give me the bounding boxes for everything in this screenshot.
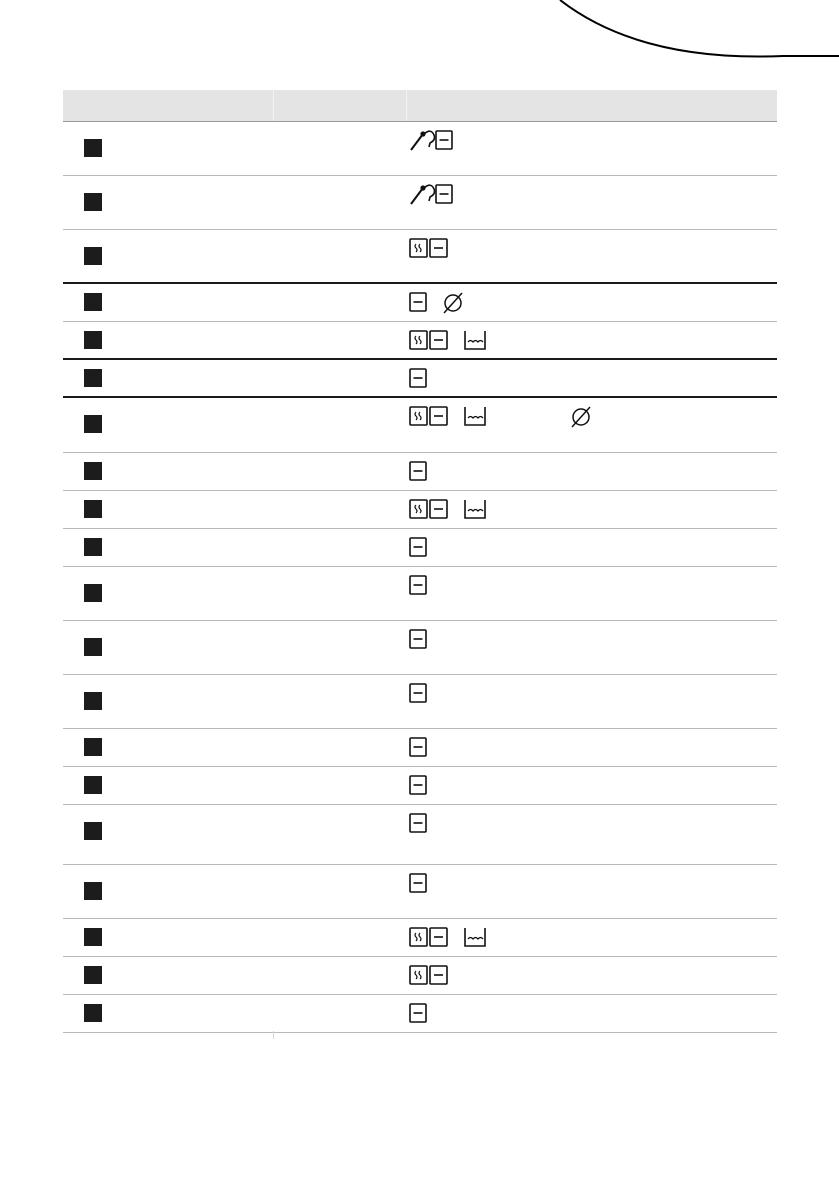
row-marker-square (84, 538, 102, 556)
row-marker-square (84, 692, 102, 710)
table-row (63, 529, 777, 567)
water-tank-icon (463, 499, 487, 519)
oven-icon (409, 737, 427, 757)
row-marker-square (84, 331, 102, 349)
table-row (63, 453, 777, 491)
oven-icon (435, 130, 453, 150)
steam-oven-icon (409, 406, 449, 426)
table-row (63, 398, 777, 453)
row-marker-square (84, 500, 102, 518)
row-marker-square (84, 822, 102, 840)
page-corner-arc (0, 0, 839, 80)
table-row (63, 322, 777, 360)
table-row (63, 122, 777, 176)
oven-icon (435, 184, 453, 204)
table-row (63, 675, 777, 729)
table-row (63, 957, 777, 995)
steam-oven-icon (409, 330, 449, 350)
row-marker-square (84, 776, 102, 794)
row-marker-square (84, 293, 102, 311)
table-body (63, 122, 777, 1033)
row-marker-square (84, 1004, 102, 1022)
oven-icon (409, 1003, 427, 1023)
row-marker-square (84, 247, 102, 265)
water-tank-icon (463, 406, 487, 426)
steam-oven-icon (409, 238, 449, 258)
water-tank-icon (463, 927, 487, 947)
empty-set-icon (569, 406, 593, 426)
row-marker-square (84, 369, 102, 387)
oven-icon (409, 629, 427, 649)
table-row (63, 491, 777, 529)
table-row (63, 621, 777, 675)
oven-icon (409, 575, 427, 595)
oven-icon (409, 292, 427, 312)
oven-icon (409, 775, 427, 795)
row-marker-square (84, 882, 102, 900)
table-row (63, 865, 777, 919)
table-row (63, 360, 777, 398)
row-marker-square (84, 966, 102, 984)
table-row (63, 729, 777, 767)
table-row (63, 567, 777, 621)
row-marker-square (84, 584, 102, 602)
table-header (63, 90, 777, 122)
oven-icon (409, 368, 427, 388)
symbol-table (63, 90, 777, 1033)
table-row (63, 230, 777, 284)
steam-oven-icon (409, 499, 449, 519)
table-row (63, 805, 777, 865)
oven-icon (409, 873, 427, 893)
table-row (63, 919, 777, 957)
oven-icon (409, 683, 427, 703)
row-marker-square (84, 415, 102, 433)
steam-oven-icon (409, 927, 449, 947)
table-row (63, 767, 777, 805)
table-row (63, 284, 777, 322)
table-row (63, 176, 777, 230)
steam-oven-icon (409, 965, 449, 985)
row-marker-square (84, 928, 102, 946)
empty-set-icon (441, 292, 465, 312)
water-tank-icon (463, 330, 487, 350)
oven-icon (409, 813, 427, 833)
row-marker-square (84, 738, 102, 756)
table-row (63, 995, 777, 1033)
oven-icon (409, 537, 427, 557)
oven-icon (409, 461, 427, 481)
row-marker-square (84, 638, 102, 656)
row-marker-square (84, 462, 102, 480)
row-marker-square (84, 193, 102, 211)
row-marker-square (84, 139, 102, 157)
